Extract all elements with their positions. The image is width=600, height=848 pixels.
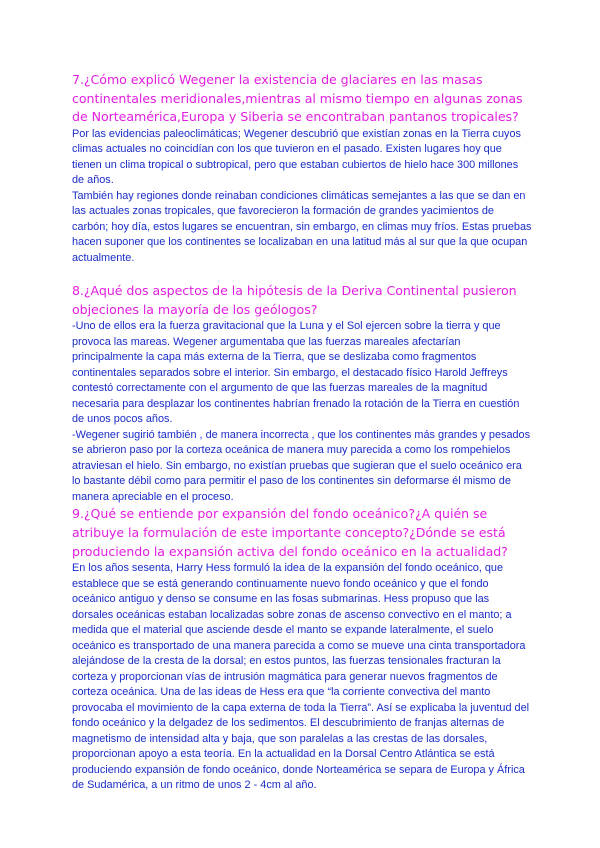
section-spacer	[72, 266, 532, 282]
section-question-9	[72, 505, 532, 793]
document-body	[72, 71, 532, 794]
question-7-heading: 7.¿Cómo explicó Wegener la existencia de glaciares en las masas continentales meridionales,mientras al mismo tiempo en algunas zonas de Norteamérica,Europa y Siberia se encontraban pantanos tropicales?	[72, 72, 523, 125]
answer-9-paragraph-1: En los años sesenta, Harry Hess formuló la idea de la expansión del fondo oceánico, que establece que se está generando continuamente nuevo fondo oceánico y que el fondo oceánico antiguo y denso se consume en las fosas submarinas. Hess propuso que las dorsales oceánicas estaban localizadas sobre zonas de ascenso convectivo en el manto; a medida que el material que asciende desde el manto se expande lateralmente, el suelo oceánico es transportado de una manera parecida a como se mueve una cinta transportadora alejándose de la cresta de la dorsal; en estos puntos, las fuerzas tensionales fracturan la corteza y proporcionan vías de intrusión magmática para generar nuevos fragmentos de corteza oceánica. Una de las ideas de Hess era que “la corriente convectiva del manto provocaba el movimiento de la capa externa de toda la Tierra”. Así se explicaba la juventud del fondo oceánico y la delgadez de los sedimentos. El descubrimiento de franjas alternas de magnetismo de intensidad alta y baja, que son paralelas a las crestas de las dorsales, proporcionan apoyo a esta teoría. En la actualidad en la Dorsal Centro Atlántica se está produciendo expansión de fondo oceánico, donde Norteamérica se separa de Europa y África de Sudamérica, a un ritmo de unos 2 - 4cm al año.	[72, 562, 530, 792]
question-8-heading: 8.¿Aqué dos aspectos de la hipótesis de la Deriva Continental pusieron objeciones la mayoría de los geólogos?	[72, 283, 517, 317]
answer-7-paragraph-2: También hay regiones donde reinaban condiciones climáticas semejantes a las que se dan en las actuales zonas tropicales, que favorecieron la formación de grandes yacimientos de carbón; hoy día, estos lugares se encuentran, sin embargo, en climas muy fríos. Estas pruebas hacen suponer que los continentes se localizaban en una latitud más al sur que la que ocupan actualmente.	[72, 189, 532, 264]
answer-8-paragraph-2: -Wegener sugirió también , de manera incorrecta , que los continentes más grandes y pesados se abrieron paso por la corteza oceánica de manera muy parecida a como los rompehielos atraviesan el hielo. Sin embargo, no existían pruebas que sugieran que el suelo oceánico era lo bastante débil como para permitir el paso de los continentes sin deformarse él mismo de manera apreciable en el proceso.	[72, 428, 531, 503]
answer-8-paragraph-1: -Uno de ellos era la fuerza gravitacional que la Luna y el Sol ejercen sobre la tierra y que provoca las mareas. Wegener argumentaba que las fuerzas mareales afectarían principalmente la capa más externa de la Tierra, que se deslizaba como fragmentos continentales separados sobre el interior. Sin embargo, el destacado físico Harold Jeffreys contestó correctamente con el argumento de que las fuerzas mareales de la magnitud necesaria para desplazar los continentes habrían frenado la rotación de la Tierra en cuestión de unos pocos años.	[72, 320, 520, 426]
section-question-8	[72, 282, 532, 505]
question-9-heading: 9.¿Qué se entiende por expansión del fondo oceánico?¿A quién se atribuye la formulación de este importante concepto?¿Dónde se está produciendo la expansión activa del fondo oceánico en la actualidad?	[72, 506, 508, 559]
section-question-7	[72, 71, 532, 266]
answer-7-paragraph-1: Por las evidencias paleoclimáticas; Wegener descubrió que existían zonas en la Tierra cuyos climas actuales no coincidían con los que tuvieron en el pasado. Existen lugares hoy que tienen un clima tropical o subtropical, pero que estaban cubiertos de hielo hace 300 millones de años.	[72, 127, 521, 187]
